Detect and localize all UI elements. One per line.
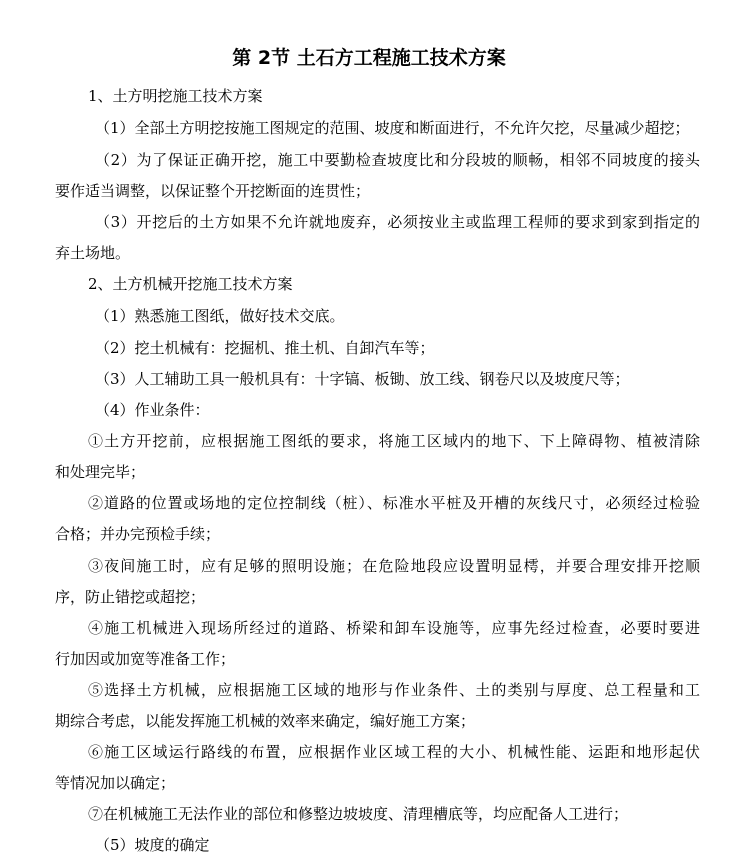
paragraph-line: （1）熟悉施工图纸，做好技术交底。 [95, 307, 345, 325]
paragraph-line: 合格；并办完预检手续； [55, 525, 221, 543]
paragraph-line: （3）人工辅助工具一般机具有：十字镐、板锄、放工线、钢卷尺以及坡度尺等； [95, 370, 630, 388]
paragraph-line: 序，防止错挖或超挖； [55, 588, 206, 606]
paragraph-line: （3）开挖后的土方如果不允许就地废弃，必须按业主或监理工程师的要求到家到指定的 [95, 213, 700, 231]
paragraph-line: （2）为了保证正确开挖，施工中要勤检查坡度比和分段坡的顺畅，相邻不同坡度的接头 [95, 151, 700, 169]
paragraph-line: （4）作业条件： [95, 401, 210, 419]
paragraph-line: 弃土场地。 [55, 244, 131, 262]
paragraph-line: 要作适当调整，以保证整个开挖断面的连贯性； [55, 182, 371, 200]
paragraph-line: ⑥施工区域运行路线的布置，应根据作业区域工程的大小、机械性能、运距和地形起伏 [88, 743, 700, 761]
heading-machine-excavation: 2、土方机械开挖施工技术方案 [88, 275, 293, 293]
paragraph-line: ①土方开挖前，应根据施工图纸的要求，将施工区域内的地下、下上障碍物、植被清除 [88, 432, 700, 450]
paragraph-line: ③夜间施工时，应有足够的照明设施；在危险地段应设置明显樗，并要合理安排开挖顺 [88, 557, 700, 575]
paragraph-line: （1）全部土方明挖按施工图规定的范围、坡度和断面进行，不允许欠挖，尽量减少超挖； [95, 119, 690, 137]
section-title: 第 2节 土石方工程施工技术方案 [232, 47, 506, 69]
heading-open-excavation: 1、土方明挖施工技术方案 [88, 87, 263, 105]
paragraph-line: ⑦在机械施工无法作业的部位和修整边坡坡度、清理槽底等，均应配备人工进行； [88, 805, 629, 823]
paragraph-line: ⑤选择土方机械，应根据施工区域的地形与作业条件、土的类别与厚度、总工程量和工 [88, 681, 700, 699]
paragraph-line: （2）挖土机械有：挖掘机、推土机、自卸汽车等； [95, 339, 435, 357]
paragraph-line: 期综合考虑，以能发挥施工机械的效率来确定，编好施工方案； [55, 712, 476, 730]
paragraph-line: 等情况加以确定； [55, 774, 176, 792]
paragraph-line: 行加因或加宽等准备工作； [55, 650, 236, 668]
paragraph-line: ④施工机械进入现场所经过的道路、桥梁和卸车设施等，应事先经过检查，必要时要进 [88, 619, 700, 637]
paragraph-line: ②道路的位置或场地的定位控制线（桩）、标准水平桩及开槽的灰线尺寸，必须经过检验 [88, 494, 700, 512]
paragraph-line: 和处理完毕； [55, 463, 146, 481]
paragraph-line: （5）坡度的确定 [95, 836, 210, 854]
